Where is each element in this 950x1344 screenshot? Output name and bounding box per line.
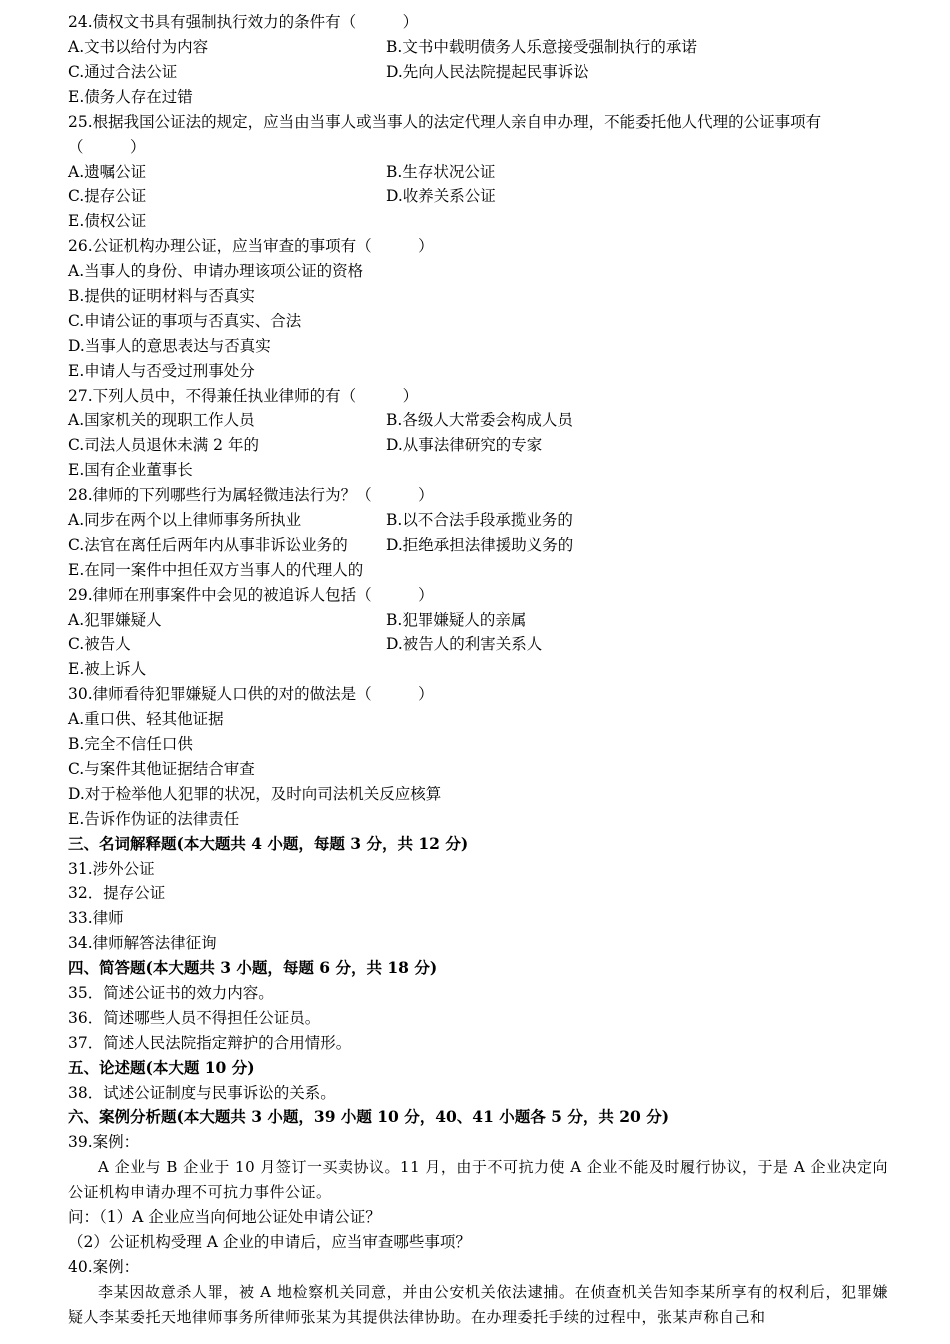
question-38: 38．试述公证制度与民事诉讼的关系。: [68, 1083, 336, 1102]
question-25-options-ab: [68, 160, 888, 185]
option-d: D.对于检举他人犯罪的状况，及时向司法机关反应核算: [68, 784, 442, 803]
question-36: 36．简述哪些人员不得担任公证员。: [68, 1008, 321, 1027]
option-b: B.以不合法手段承揽业务的: [386, 511, 573, 530]
option-a: A.文书以给付为内容: [68, 37, 209, 56]
option-c: C.申请公证的事项与否真实、合法: [68, 311, 302, 330]
option-b: B.生存状况公证: [386, 162, 496, 181]
option-d: D.当事人的意思表达与否真实: [68, 336, 271, 355]
option-c: C.通过合法公证: [68, 62, 178, 81]
option-c: C.法官在离任后两年内从事非诉讼业务的: [68, 535, 348, 554]
option-a: A.犯罪嫌疑人: [68, 610, 162, 629]
option-e: E.债务人存在过错: [68, 87, 193, 106]
question-26-stem: 26.公证机构办理公证，应当审查的事项有（ ）: [68, 237, 434, 256]
question-24-stem: 24.债权文书具有强制执行效力的条件有（ ）: [68, 13, 419, 31]
question-35: 35．简述公证书的效力内容。: [68, 983, 274, 1002]
section-4-heading: 四、简答题(本大题共 3 小题，每题 6 分，共 18 分): [68, 958, 438, 978]
question-29-options-cd: [68, 632, 888, 657]
question-39-ask-1: 问：（1）A 企业应当向何地公证处申请公证？: [68, 1208, 381, 1227]
question-39-case-text: A 企业与 B 企业于 10 月签订一买卖协议。11 月，由于不可抗力使 A 企业不能及时履行协议，于是 A 企业决定向公证机构申请办理不可抗力事件公证。: [68, 1158, 888, 1202]
question-37: 37．简述人民法院指定辩护的合用情形。: [68, 1033, 352, 1052]
question-24-options-ab: [68, 35, 888, 60]
option-b: B.文书中载明债务人乐意接受强制执行的承诺: [386, 37, 697, 56]
option-e: E.告诉作伪证的法律责任: [68, 809, 240, 828]
section-6-heading: 六、案例分析题(本大题共 3 小题，39 小题 10 分，40、41 小题各 5 分，共 20 分): [68, 1107, 670, 1127]
option-c: C.司法人员退休未满 2 年的: [68, 436, 259, 455]
exam-page: [68, 10, 888, 1330]
question-40-case-text: 李某因故意杀人罪，被 A 地检察机关同意，并由公安机关依法逮捕。在侦查机关告知李某所享有的权利后，犯罪嫌疑人李某委托天地律师事务所律师张某为其提供法律协助。在办理委托手续的过程中，张某声称自己和: [68, 1282, 888, 1326]
question-39-ask-2: （2）公证机构受理 A 企业的申请后，应当审查哪些事项？: [68, 1233, 471, 1252]
question-29-stem: 29.律师在刑事案件中会见的被追诉人包括（ ）: [68, 585, 434, 604]
question-27-options-ab: [68, 408, 888, 433]
question-39-label: 39.案例：: [68, 1133, 140, 1152]
question-27-options-cd: [68, 433, 888, 458]
option-a: A.同步在两个以上律师事务所执业: [68, 511, 302, 530]
question-31: 31.涉外公证: [68, 859, 155, 878]
option-a: A.遗嘱公证: [68, 162, 147, 181]
question-24-options-cd: [68, 60, 888, 85]
question-28-options-ab: [68, 508, 888, 533]
option-b: B.提供的证明材料与否真实: [68, 287, 255, 306]
option-a: A.国家机关的现职工作人员: [68, 411, 255, 430]
question-25-options-cd: [68, 184, 888, 209]
option-e: E.申请人与否受过刑事处分: [68, 361, 255, 380]
option-d: D.拒绝承担法律援助义务的: [386, 535, 574, 554]
question-27-stem: 27.下列人员中，不得兼任执业律师的有（ ）: [68, 386, 419, 405]
option-b: B.各级人大常委会构成人员: [386, 411, 573, 430]
option-d: D.先向人民法院提起民事诉讼: [386, 62, 589, 81]
option-e: E.国有企业董事长: [68, 461, 193, 480]
option-a: A.重口供、轻其他证据: [68, 710, 224, 729]
option-d: D.被告人的利害关系人: [386, 635, 543, 654]
option-e: E.被上诉人: [68, 660, 147, 679]
option-e: E.债权公证: [68, 212, 147, 231]
option-c: C.与案件其他证据结合审查: [68, 759, 255, 778]
option-c: C.被告人: [68, 635, 131, 654]
question-32: 32．提存公证: [68, 884, 166, 903]
option-c: C.提存公证: [68, 187, 147, 206]
question-25-stem: 25.根据我国公证法的规定，应当由当事人或当事人的法定代理人亲自申办理，不能委托他人代理的公证事项有（ ）: [68, 112, 822, 156]
option-a: A.当事人的身份、申请办理该项公证的资格: [68, 262, 364, 281]
question-33: 33.律师: [68, 909, 124, 928]
question-34: 34.律师解答法律征询: [68, 934, 217, 953]
question-28-options-cd: [68, 533, 888, 558]
option-b: B.完全不信任口供: [68, 735, 193, 754]
question-40-label: 40.案例：: [68, 1257, 140, 1276]
question-28-stem: 28.律师的下列哪些行为属轻微违法行为？（ ）: [68, 486, 434, 505]
section-5-heading: 五、论述题(本大题 10 分): [68, 1057, 255, 1077]
option-e: E.在同一案件中担任双方当事人的代理人的: [68, 560, 364, 579]
option-d: D.收养关系公证: [386, 187, 496, 206]
question-30-stem: 30.律师看待犯罪嫌疑人口供的对的做法是（ ）: [68, 685, 434, 704]
question-29-options-ab: [68, 608, 888, 633]
option-b: B.犯罪嫌疑人的亲属: [386, 610, 527, 629]
option-d: D.从事法律研究的专家: [386, 436, 543, 455]
section-3-heading: 三、名词解释题(本大题共 4 小题，每题 3 分，共 12 分): [68, 833, 469, 853]
